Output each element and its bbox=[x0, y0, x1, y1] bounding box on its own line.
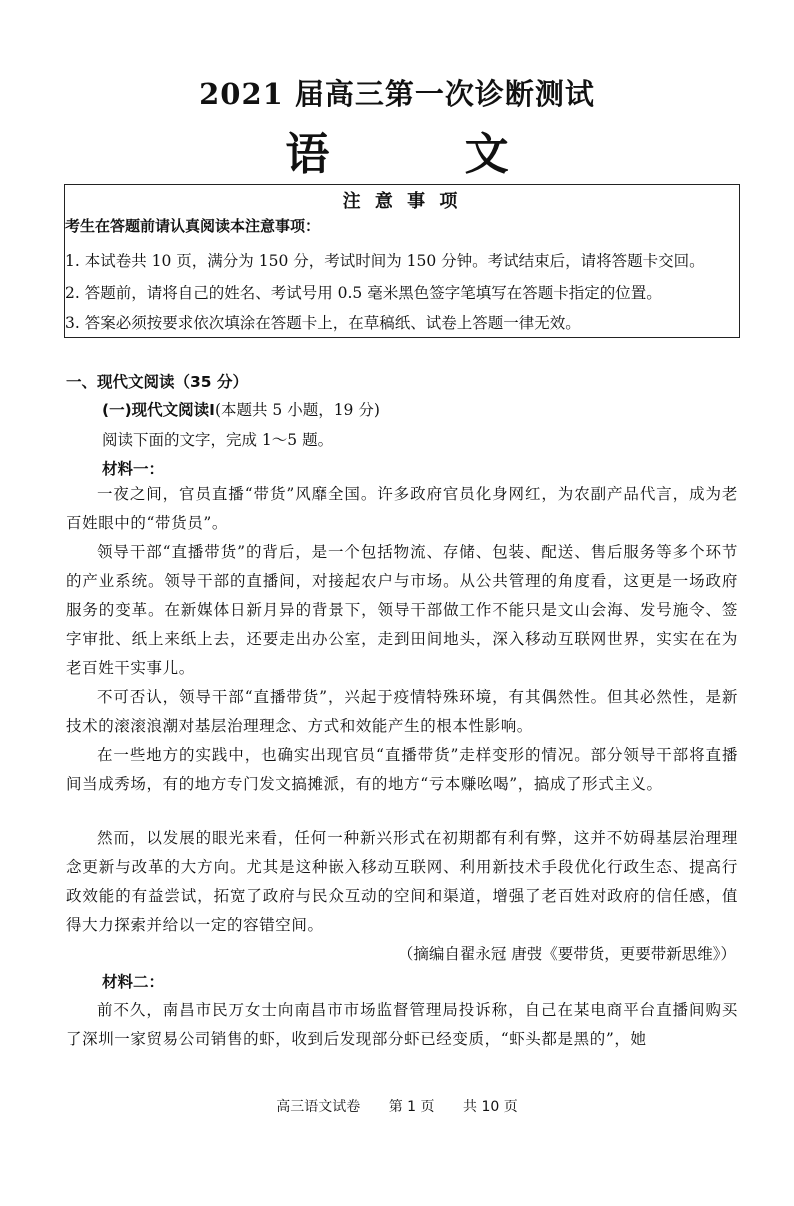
notice-item-3: 3. 答案必须按要求依次填涂在答题卡上，在草稿纸、试卷上答题一律无效。 bbox=[65, 314, 581, 332]
material1-source: （摘编自翟永冠 唐弢《要带货，更要带新思维》） bbox=[397, 945, 736, 963]
notice-intro: 考生在答题前请认真阅读本注意事项： bbox=[65, 217, 321, 235]
material1-paragraph-5: 然而，以发展的眼光来看，任何一种新兴形式在初期都有利有弊，这并不妨碍基层治理理念更新与改革的大方向。尤其是这种嵌入移动互联网、利用新技术手段优化行政生态、提高行政效能的有益尝试，拓宽了政府与民众互动的空间和渠道，增强了老百姓对政府的信任感，值得大力探索并给以一定的容错空间。 bbox=[66, 829, 738, 934]
notice-item-2: 2. 答题前，请将自己的姓名、考试号用 0.5 毫米黑色签字笔填写在答题卡指定的位置。 bbox=[65, 284, 662, 302]
footer-total-pages: 共 10 页 bbox=[463, 1099, 518, 1115]
notice-item-1: 1. 本试卷共 10 页，满分为 150 分，考试时间为 150 分钟。考试结束后，请将答题卡交回。 bbox=[65, 252, 705, 270]
footer-paper-name: 高三语文试卷 bbox=[276, 1099, 361, 1115]
part-note: (本题共 5 小题，19 分) bbox=[214, 401, 380, 419]
material2-label: 材料二： bbox=[102, 973, 165, 991]
notice-box bbox=[64, 184, 740, 338]
instruction: 阅读下面的文字，完成 1～5 题。 bbox=[102, 431, 334, 449]
section-heading: 一、现代文阅读（35 分） bbox=[66, 373, 248, 391]
notice-heading: 注 意 事 项 bbox=[342, 191, 462, 212]
material1-paragraph-4: 在一些地方的实践中，也确实出现官员“直播带货”走样变形的情况。部分领导干部将直播间当成秀场，有的地方专门发文搞摊派，有的地方“亏本赚吆喝”，搞成了形式主义。 bbox=[66, 746, 738, 793]
subject-title: 语 文 bbox=[285, 129, 569, 180]
part-heading-row bbox=[102, 398, 380, 420]
material1-paragraph-2: 领导干部“直播带货”的背后，是一个包括物流、存储、包装、配送、售后服务等多个环节的产业系统。领导干部的直播间，对接起农户与市场。从公共管理的角度看，这更是一场政府服务的变革。在新媒体日新月异的背景下，领导干部做工作不能只是文山会海、发号施令、签字审批、纸上来纸上去，还要走出办公室，走到田间地头，深入移动互联网世界，实实在在为老百姓干实事儿。 bbox=[66, 543, 738, 677]
exam-title: 2021 届高三第一次诊断测试 bbox=[199, 77, 595, 111]
material1-paragraph-1: 一夜之间，官员直播“带货”风靡全国。许多政府官员化身网红，为农副产品代言，成为老百姓眼中的“带货员”。 bbox=[66, 485, 738, 532]
footer-page-number: 第 1 页 bbox=[388, 1099, 435, 1115]
part-heading: (一)现代文阅读Ⅰ bbox=[102, 401, 215, 419]
page-footer bbox=[0, 1096, 794, 1116]
material1-paragraph-3: 不可否认，领导干部“直播带货”，兴起于疫情特殊环境，有其偶然性。但其必然性，是新技术的滚滚浪潮对基层治理理念、方式和效能产生的根本性影响。 bbox=[66, 688, 738, 735]
material2-paragraph: 前不久，南昌市民万女士向南昌市市场监督管理局投诉称，自己在某电商平台直播间购买了深圳一家贸易公司销售的虾，收到后发现部分虾已经变质，“虾头都是黑的”，她 bbox=[66, 1001, 738, 1048]
material1-label: 材料一： bbox=[102, 460, 165, 478]
